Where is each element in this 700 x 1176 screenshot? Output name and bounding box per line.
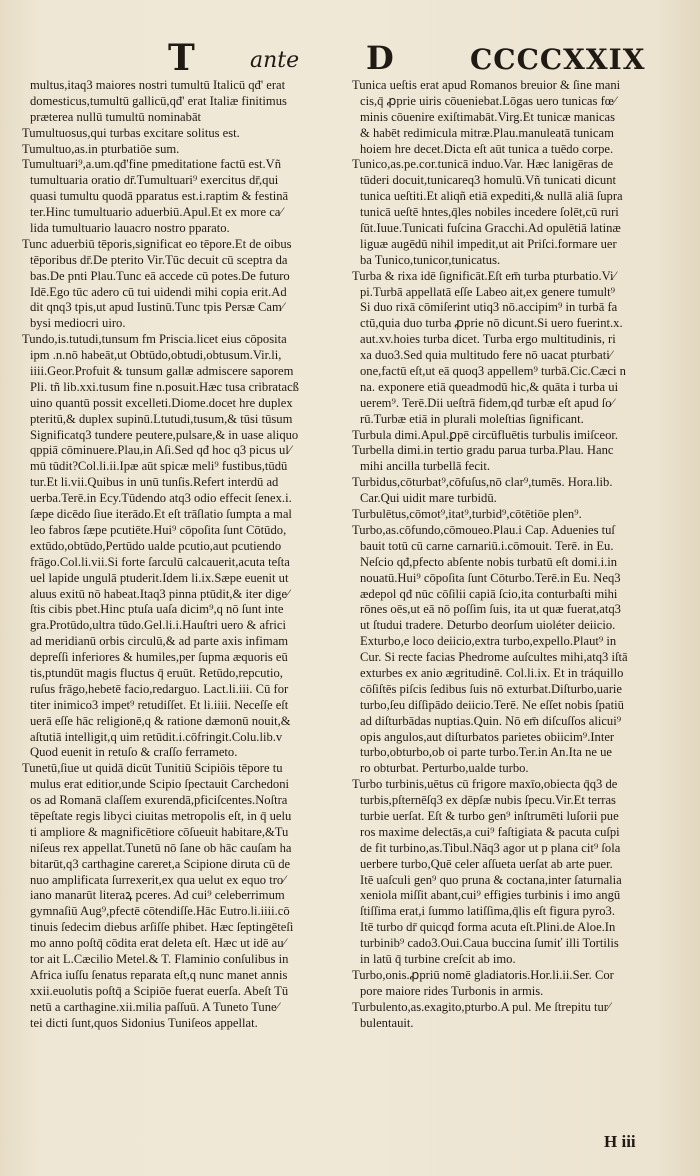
entry-headword-line: Turba & rixa idē ſignificāt.Eſt em̄ turba pturbatio.Vi⁄ — [352, 268, 616, 283]
text-line: xxii.euolutis poſtq̄ a Scipiōe fuerat euerſa. Abeſt Tū — [30, 983, 289, 998]
text-line: niſeus rex appellat.Tunetū nō ſane ob hāc cauſam ha — [30, 840, 292, 855]
text-line: multus,itaq3 maiores nostri tumultū Italicū qđ' erat — [30, 78, 286, 92]
text-line: rōnes oēs,ut eā nō poſſim ſuis, ita ut quæ fuerat,atq3 — [360, 602, 621, 617]
text-line: na. exponere etiā queadmodū hic,& quāta i turba ui — [360, 379, 619, 394]
text-line: exturbes ex anio ægritudinē. Col.li.ix. Et in tráquillo — [360, 665, 624, 680]
text-line: uino quantū possit excelleti.Diome.docet hre duplex — [30, 395, 293, 410]
header-initial-letter: T — [168, 37, 195, 79]
entry-headword-line: Tumultuari⁹,a.um.qđ'fine pmeditatione factū est.Vñ — [22, 157, 282, 172]
text-line: uerba.Terē.in Ecy.Tūdendo atq3 odio effecit ſenex.i. — [30, 491, 292, 506]
entry-headword-line: Tunc aduerbiū tēporis,significat eo tēpore.Et de oibus — [22, 236, 292, 251]
entry-headword-line: Turbo,onis.ꝓpriū nomē gladiatoris.Hor.li.ii.Ser. Cor — [352, 967, 614, 982]
text-line: pteritū,& duplex supinū.Ltutudi,tusum,& tūsi tūsum — [30, 411, 293, 426]
text-line: tor ait L.Cæcilio Metel.& T. Flaminio conſulibus in — [30, 951, 289, 966]
running-header — [0, 38, 700, 78]
text-line: titer inimico3 impet⁹ retudiſſet. Et li.iiii. Neceſſe eſt — [30, 697, 289, 712]
text-line: ædepol qđ nūc cōſilii capiā ſcio,ita conturbaſti mihi — [360, 586, 618, 601]
text-line: aluus exitū nō habeat.Itaq3 pinna ptūdit,& iter dige⁄ — [30, 586, 290, 601]
text-line: tunicā ueſtē hntes,q̄les nobiles incedere ſolēt,cū ruri — [360, 205, 619, 220]
entry-headword-line: Tumultuosus,qui turbas excitare solitus est. — [22, 125, 240, 140]
text-line: tunica ueſtiti.Et aliqñ etiā expediti,& nullā aliā ſupra — [360, 189, 623, 204]
text-line: nouatū.Hui⁹ cōpoſita ſunt Cōturbo.Terē.in Eu. Neq3 — [360, 570, 621, 585]
text-line: turbie uerſat. Eſt & turbo gen⁹ inſtrumēti luſorii pue — [360, 808, 619, 823]
entry-headword-line: Turbo turbinis,uētus cū frigore maxīo,obiecta q̄q3 de — [352, 777, 618, 792]
text-line: tumultuaria oratio dr̄.Tumultuari⁹ exercitus dr̄,qui — [30, 173, 279, 188]
text-line: uel lapide ungulā ptuderit.Idem li.ix.Sæpe euenit ut — [30, 570, 289, 585]
text-line: gymnaſiū Aug⁹,pfectē cōtendiſſe.Hāc Eutro.li.iiii.cō — [30, 904, 290, 919]
text-line: bauit totū cū carne carnariū.i.cōmouit. Terē. in Eu. — [360, 538, 614, 553]
text-line: ros maxime delectās,a cui⁹ faſtigiata & pacuta cuſpi — [360, 824, 620, 839]
text-line: Car.Qui uidit mare turbidū. — [360, 491, 497, 506]
text-line: de fit turbino,as.Tibul.Nāq3 agor ut p plana cit⁹ ſola — [360, 840, 621, 855]
text-line: Africa iuſſu ſenatus reparata eſt,q nunc manet annis — [30, 967, 288, 982]
text-line: ctū,quia duo turba ꝓprie nō dicunt.Si uero fuerint.x. — [360, 316, 623, 331]
text-line: cis,q̄ ꝓprie uiris cōueniebat.Lōgas uero tunicas fœ⁄ — [360, 93, 616, 108]
text-line: ſtiſſima erat,i ſummo latiſſima,q̄lis eſt figura pyro3. — [360, 904, 615, 919]
text-line: ba Tunico,tunicor,tunicatus. — [360, 252, 501, 267]
text-line: domesticus,tumultū gallicū,qđ' erat Italiæ finitimus — [30, 93, 287, 108]
text-line: iano manarūt literaꝝ pceres. Ad cui⁹ celeberrimum — [30, 888, 285, 903]
text-line: uerā eſſe hāc religionē,q & ratione dæmonū nouit,& — [30, 713, 291, 728]
text-line: quasi tumultu quodā pparatus est.i.raptim & festinā — [30, 189, 289, 204]
text-line: tēpeſtate regis libyci ciuitas metropolis eſt, in q̄ uelu — [30, 808, 292, 823]
text-line: pore maiore rides Turbonis in armis. — [360, 983, 544, 998]
text-line: turbo,ſeu diſſipādo deiicio.Terē. Ne eſſet nobis ſpatiū — [360, 697, 624, 712]
text-line: uerbere turbo,Quē celer aſſueta uerſat ab arte puer. — [360, 856, 613, 871]
text-line: Itē turbo dr̄ quicqđ forma acuta eſt.Plini.de Aloe.In — [360, 920, 616, 935]
text-line: & habēt redimicula mitræ.Plau.manuleatā tunicam — [360, 125, 614, 140]
text-line: mo anno poſtq̄ cōdita erat deleta eſt. Hæc ut idē au⁄ — [30, 936, 286, 951]
text-line: tur.Et li.vii.Quibus in unū tunſis.Refert interdū ad — [30, 475, 279, 490]
text-line: iiii.Geor.Profuit & tunsum gallæ admiscere saporem — [30, 364, 294, 379]
text-line: ti ampliore & magnificētiore cōſueuit habitare,&Tu — [30, 824, 289, 839]
text-line: ſæpe dicēdo ſiue iterādo.Et eſt trāſlatio ſumpta a mal — [30, 507, 292, 522]
text-line: qppiā cōminuere.Plau,in Aſi.Sed qđ hoc q3 picus ul⁄ — [30, 443, 291, 458]
text-line: gra.Protūdo,ultra tūdo.Gel.li.i.Hauſtri uero & africi — [30, 618, 287, 633]
text-line: xeniola miſſit abant,cui⁹ effigies turbinis i imo angū — [360, 888, 621, 903]
text-line: frāgo.Col.li.vii.Si forte ſarculū calcauerit,acuta teſta — [30, 554, 290, 569]
text-line: in latū q̄ turbine creſcit ab imo. — [360, 951, 516, 966]
text-line: aſtutiā intelligit,q uim retūdit.i.cōfringit.Colu.lib.v — [30, 729, 283, 744]
entry-headword-line: Turbella dimi.in tertio gradu parua turba.Plau. Hanc — [352, 443, 614, 458]
text-line: os ad Romanā claſſem exurendā,pficiſcentes.Noſtra — [30, 793, 288, 808]
text-line: turbinib⁹ cado3.Oui.Caua buccina ſumiť illi Tortilis — [360, 936, 619, 951]
text-line: Cur. Si recte facias Phedrome auſcultes mihi,atq3 iſtā — [360, 650, 628, 665]
text-line: leo fabros ſæpe pcutiēte.Hui⁹ cōpoſita ſunt Cōtūdo, — [30, 522, 287, 537]
header-mark: D — [366, 39, 394, 77]
text-line: lida tumultuario lauacro nostro pparato. — [30, 221, 230, 236]
text-line: tūderi docuit,tunicareq3 homulū.Vñ tunicati dicunt — [360, 173, 617, 188]
entry-headword-line: Turbulētus,cōmot⁹,itat⁹,turbid⁹,cōtētiōe plen⁹. — [352, 507, 582, 522]
text-line: ad meridianū orbis circulū,& ad parte axis infimam — [30, 634, 289, 649]
text-line: nuo amplificata ſurrexerit,ex qua uelut ex equo tro⁄ — [30, 872, 286, 887]
text-line: tinuis ſedecim diebus arſiſſe phibet. Hæc ſeptingēteſi — [30, 920, 294, 935]
text-line: ſtis cibis pbet.Hinc ptuſa uaſa dicim⁹,q nō ſunt inte — [30, 602, 284, 617]
left-column — [22, 78, 340, 1031]
text-line: rū.Turbæ etiā in plurali moleſtias ſignificant. — [360, 411, 584, 426]
entry-headword-line: Tundo,is.tutudi,tunsum fm Priscia.licet eius cōposita — [22, 332, 287, 347]
text-line: Quod euenit in retuſo & craſſo ferrameto. — [30, 745, 238, 760]
text-line: mihi ancilla turbellā fecit. — [360, 459, 491, 474]
text-line: Itē uaſculi gen⁹ quo pruna & coctana,inter ſaturnalia — [360, 872, 622, 887]
text-line: ut ſtudui tradere. Deturbo deorſum uioléter deiicio. — [360, 618, 616, 633]
entry-headword-line: Tumultuo,as.in pturbatiōe sum. — [22, 141, 180, 156]
text-line: one,factū eſt,ut eā quoq3 appellem⁹ turbā.Cic.Cæci n — [360, 364, 626, 379]
text-line: cōſiſtēs piſcis ſedibus ſuis nō exturbat.Diſturbo,uarie — [360, 681, 622, 696]
entry-headword-line: Tunico,as.pe.cor.tunicā induo.Var. Hæc lanigēras de — [352, 157, 614, 172]
text-line: netū a carthagine.xii.milia paſſuū. A Tuneto Tune⁄ — [30, 999, 279, 1014]
text-line: tei dicti ſunt,quos Sidonius Tuniſeos appellat. — [30, 1015, 258, 1030]
text-line: Si duo rixā cōmiſerint utiq3 nō.accipim⁹ in turbā fa — [360, 300, 618, 315]
entry-headword-line: Turbidus,cōturbat⁹,cōfuſus,nō clar⁹,tumēs. Hora.lib. — [352, 475, 613, 490]
text-line: Neſcio qđ,pfecto abſente nobis turbatū eſt domi.i.in — [360, 554, 618, 569]
text-line: ruſus frāgo,hebetē facio,redarguo. Lact.li.iii. Cū for — [30, 681, 289, 696]
text-line: bysi mediocri uiro. — [30, 316, 126, 331]
header-word: ante — [250, 48, 300, 73]
text-line: tēporibus dr̄.De pterito Vir.Tūc decuit cū sceptra da — [30, 252, 288, 267]
text-line: ſūt.Iuue.Tunicati fuſcina Gracchi.Ad opulētiā latinæ — [360, 221, 621, 236]
text-line: opis angulos,aut diſturbatos parietes obiicim⁹.Inter — [360, 729, 615, 744]
text-line: aut.xv.hoies turba dicet. Turba ergo multitudinis, ri — [360, 332, 616, 347]
text-line: dit qnq3 tpis,ut apud Iustinū.Tunc tpis Persæ Cam⁄ — [30, 300, 284, 315]
text-line: liguæ augēdū nihil impedit,ut ait Priſci.formare uer — [360, 236, 617, 251]
text-line: Pli. tñ lib.xxi.tusum fine n.posuit.Hæc tusa cribratacß — [30, 379, 299, 394]
entry-headword-line: Turbula dimi.Apul.ꝑpē circūfluētis turbulis imiſceor. — [352, 427, 619, 442]
text-line: ro obturbat. Perturbo,ualde turbo. — [360, 761, 529, 776]
entry-headword-line: Tunica ueſtis erat apud Romanos breuior & ſine mani — [352, 78, 621, 92]
text-line: extūdo,obtūdo,Pertūdo ualde pcutio,aut pcutiendo — [30, 538, 282, 553]
text-line: bitarūt,q3 carthagine careret,a Scipione diruta cū de — [30, 856, 291, 871]
text-line: minis cōuenire exiſtimabāt.Virg.Et tunicæ manicas — [360, 109, 616, 124]
text-line: pi.Turbā appellatā eſſe Labeo ait,ex genere tumult⁹ — [360, 284, 616, 299]
text-line: mulus erat editior,unde Scipio ſpectauit Carchedoni — [30, 777, 289, 792]
text-line: mū tūdit?Col.li.ii.Ipæ aūt spicæ meli⁹ fustibus,tūdū — [30, 459, 288, 474]
folio-number: CCCCXXIX — [470, 43, 646, 76]
text-line: turbis,pſternēſq3 ex dēpſæ nubis ſpecu.Vir.Et terras — [360, 793, 616, 808]
text-line: xa duo3.Sed quia multitudo fere nō uacat pturbati⁄ — [360, 348, 612, 363]
text-line: bas.De pnti Plau.Tunc eā accede cū potes.De futuro — [30, 268, 290, 283]
text-line: præterea nullū tumultū nominabāt — [30, 109, 202, 124]
text-line: Significatq3 tundere peutere,pulsare,& in uase aliquo — [30, 427, 299, 442]
text-line: ad diſturbādas nuptias.Quin. Nō em̄ diſcuſſos alicui⁹ — [360, 713, 622, 728]
text-line: tis,ptundūt magis fluctus q̄ eruūt. Retūdo,repcutio, — [30, 665, 283, 680]
entry-headword-line: Turbulento,as.exagito,pturbo.A pul. Me ſtrepitu tur⁄ — [352, 999, 611, 1014]
text-line: hoiem hre decet.Dicta eſt aūt tunica a tuēdo corpe. — [360, 141, 614, 156]
text-line: ipm .n.nō habeāt,ut Obtūdo,obtudi,obtusum.Vir.li, — [30, 348, 282, 363]
text-line: ter.Hinc tumultuario aduerbiū.Apul.Et ex more ca⁄ — [30, 205, 283, 220]
text-line: bulentauit. — [360, 1015, 414, 1030]
entry-headword-line: Turbo,as.cōfundo,cōmoueo.Plau.i Cap. Aduenies tuſ — [352, 522, 615, 537]
entry-headword-line: Tunetū,ſiue ut quidā dicūt Tunitiū Scipiōis tēpore tu — [22, 761, 283, 776]
text-line: Idē.Ego tūc adero cū tui uidendi mihi copia erit.Ad — [30, 284, 287, 299]
text-line: depreſſi inferiores & humiles,per ſupma æquoris eū — [30, 650, 288, 665]
text-line: Exturbo,e loco deiicio,extra turbo,expello.Plaut⁹ in — [360, 634, 617, 649]
text-line: uerem⁹. Terē.Dii ueſtrā fidem,qđ turbæ eſt apud ſo⁄ — [360, 395, 614, 410]
signature-mark: H iii — [604, 1132, 636, 1151]
text-line: turbo,obturbo,ob oi parte turbo.Ter.in An.Ita ne ue — [360, 745, 612, 760]
right-column — [352, 78, 680, 1031]
